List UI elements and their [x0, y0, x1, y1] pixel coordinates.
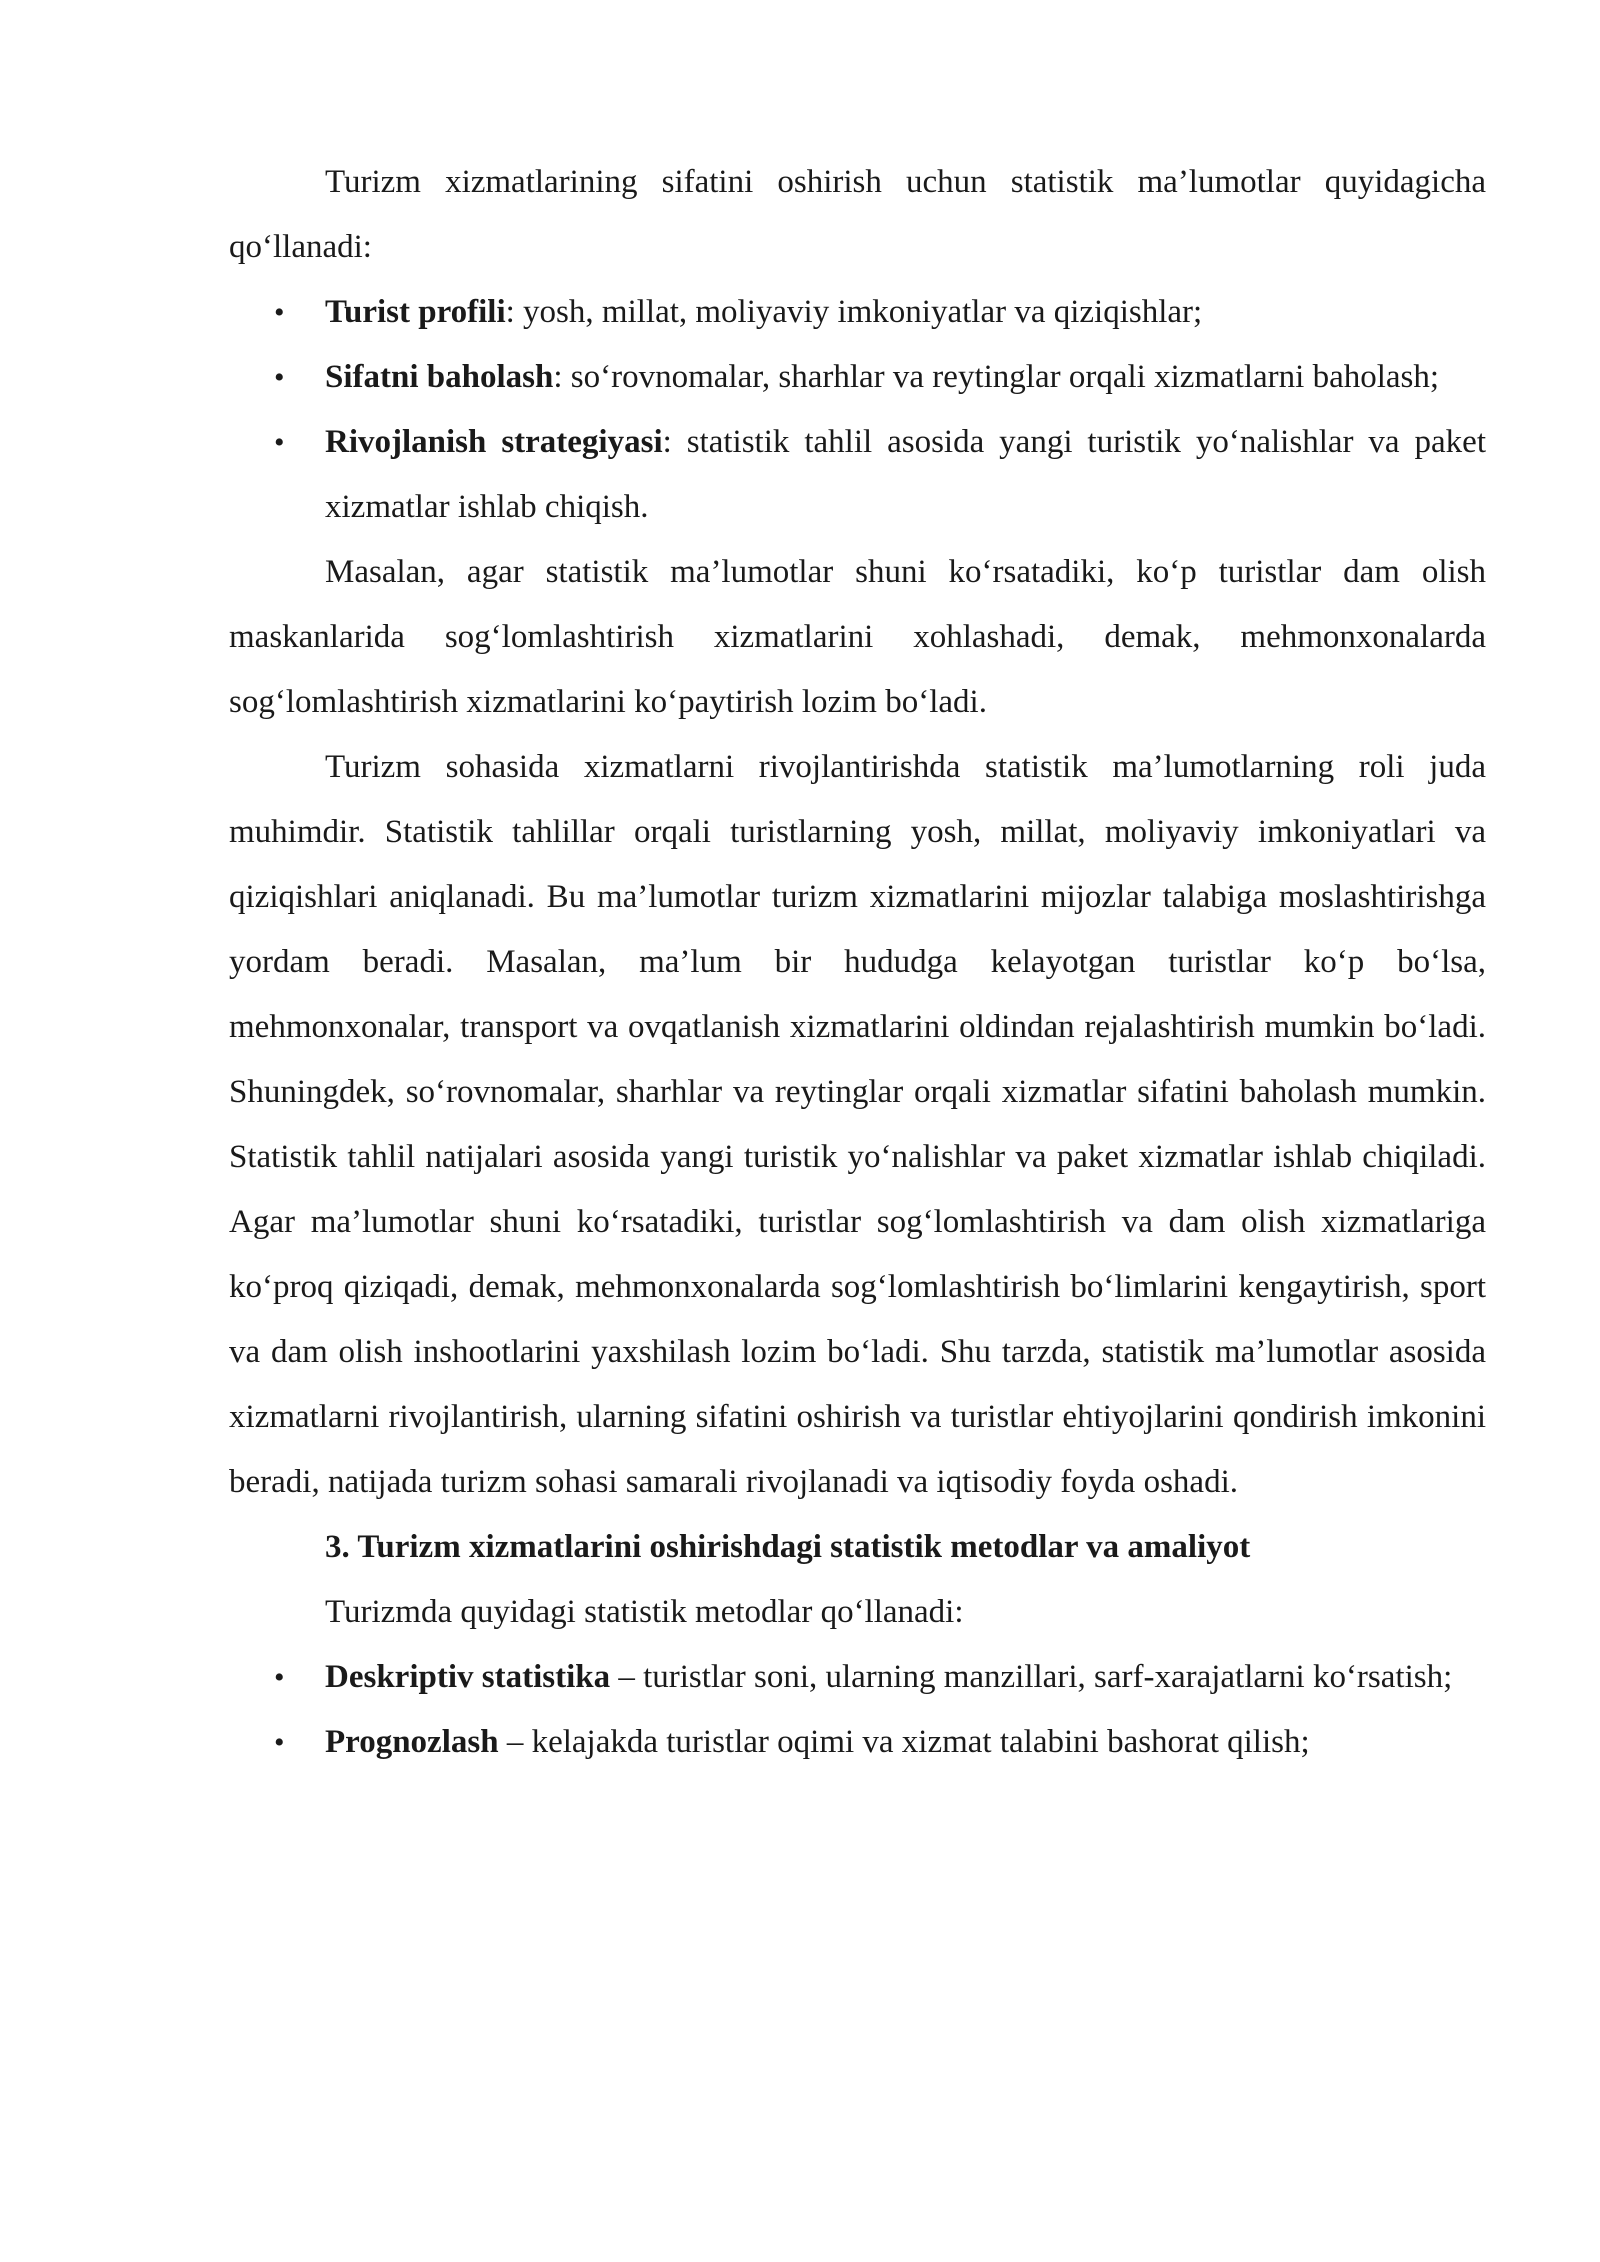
methods-intro: Turizmda quyidagi statistik metodlar qo‘llanadi: [325, 1594, 964, 1630]
list-item [325, 345, 1486, 410]
list-item-text: – kelajakda turistlar oqimi va xizmat talabini bashorat qilish; [498, 1724, 1310, 1760]
document-page [229, 150, 1486, 1775]
list-item [325, 410, 1486, 540]
example-paragraph: Masalan, agar statistik ma’lumotlar shuni ko‘rsatadiki, ko‘p turistlar dam olish maskanlarida sog‘lomlashtirish xizmatlarini xohlashadi, demak, mehmonxonalarda sog‘lomlashtirish xizmatlarini ko‘paytirish lozim bo‘ladi. [229, 554, 1486, 720]
main-paragraph: Turizm sohasida xizmatlarni rivojlantirishda statistik ma’lumotlarning roli juda muhimdir. Statistik tahlillar orqali turistlarning yosh, millat, moliyaviy imkoniyatlari va qiziqishlari aniqlanadi. Bu ma’lumotlar turizm xizmatlarini mijozlar talabiga moslashtirishga yordam beradi. Masalan, ma’lum bir hududga kelayotgan turistlar ko‘p bo‘lsa, mehmonxonalar, transport va ovqatlanish xizmatlarini oldindan rejalashtirish mumkin bo‘ladi. Shuningdek, so‘rovnomalar, sharhlar va reytinglar orqali xizmatlar sifatini baholash mumkin. Statistik tahlil natijalari asosida yangi turistik yo‘nalishlar va paket xizmatlar ishlab chiqiladi. Agar ma’lumotlar shuni ko‘rsatadiki, turistlar sog‘lomlashtirish va dam olish xizmatlariga ko‘proq qiziqadi, demak, mehmonxonalarda sog‘lomlashtirish bo‘limlarini kengaytirish, sport va dam olish inshootlarini yaxshilash lozim bo‘ladi. Shu tarzda, statistik ma’lumotlar asosida xizmatlarni rivojlantirish, ularning sifatini oshirish va turistlar ehtiyojlarini qondirish imkonini beradi, natijada turizm sohasi samarali rivojlanadi va iqtisodiy foyda oshadi. [229, 749, 1486, 1500]
list-item-term: Sifatni baholash [325, 359, 554, 395]
list-item-text: : so‘rovnomalar, sharhlar va reytinglar orqali xizmatlarni baholash; [553, 359, 1440, 395]
list-item-text: : statistik tahlil asosida yangi turistik yo‘nalishlar va paket xizmatlar ishlab chiqish. [325, 424, 1486, 525]
usage-list [229, 280, 1486, 540]
list-item [325, 1645, 1486, 1710]
list-item [325, 1710, 1486, 1775]
list-item [325, 280, 1486, 345]
list-item-term: Prognozlash [325, 1724, 499, 1760]
section-heading: 3. Turizm xizmatlarini oshirishdagi statistik metodlar va amaliyot [325, 1529, 1251, 1565]
list-item-text: – turistlar soni, ularning manzillari, sarf-xarajatlarni ko‘rsatish; [610, 1659, 1453, 1695]
list-item-term: Rivojlanish strategiyasi [325, 424, 663, 460]
intro-paragraph: Turizm xizmatlarining sifatini oshirish uchun statistik ma’lumotlar quyidagicha qo‘llanadi: [229, 164, 1486, 265]
list-item-text: : yosh, millat, moliyaviy imkoniyatlar va qiziqishlar; [505, 294, 1203, 330]
methods-list [229, 1645, 1486, 1775]
list-item-term: Deskriptiv statistika [325, 1659, 611, 1695]
list-item-term: Turist profili [325, 294, 506, 330]
